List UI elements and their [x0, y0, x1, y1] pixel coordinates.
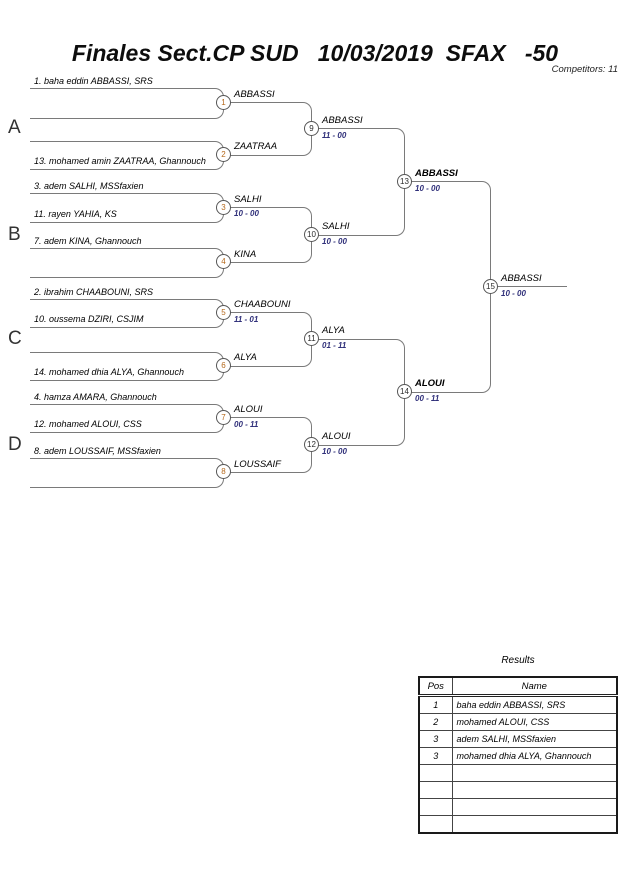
- winner-label: CHAABOUNI: [234, 299, 291, 310]
- match-circle: 7: [216, 410, 231, 425]
- player-label: 3. adem SALHI, MSSfaxien: [34, 181, 144, 191]
- score-label: 10 - 00: [322, 237, 347, 246]
- match-circle: 4: [216, 254, 231, 269]
- winner-label: LOUSSAIF: [234, 459, 281, 470]
- player-label: 12. mohamed ALOUI, CSS: [34, 419, 142, 429]
- results-header-row: [419, 677, 617, 696]
- result-name: [452, 782, 617, 799]
- table-row: [419, 816, 617, 834]
- score-label: 10 - 00: [415, 184, 440, 193]
- bracket-connector: [230, 102, 312, 129]
- bracket-pair: [30, 141, 224, 170]
- bracket-connector: [411, 181, 491, 288]
- player-label: 14. mohamed dhia ALYA, Ghannouch: [34, 367, 184, 377]
- bracket-pair: [30, 193, 224, 223]
- match-circle: 15: [483, 279, 498, 294]
- winner-label: KINA: [234, 249, 257, 260]
- score-label: 11 - 01: [234, 315, 259, 324]
- player-label: 2. ibrahim CHAABOUNI, SRS: [34, 287, 154, 297]
- score-label: 10 - 00: [234, 209, 259, 218]
- winner-label: ZAATRAA: [234, 141, 278, 152]
- winner-line: [497, 286, 567, 287]
- player-label: 10. oussema DZIRI, CSJIM: [34, 314, 144, 324]
- winner-label: ALYA: [322, 325, 345, 336]
- result-pos: [419, 816, 452, 834]
- winner-label: ABBASSI: [234, 89, 275, 100]
- group-letter-c: C: [8, 328, 22, 349]
- player-label: 1. baha eddin ABBASSI, SRS: [34, 76, 153, 86]
- table-row: [419, 748, 617, 765]
- score-label: 10 - 00: [322, 447, 347, 456]
- winner-label: ABBASSI: [322, 115, 363, 126]
- score-label: 01 - 11: [322, 341, 347, 350]
- result-pos: [419, 782, 452, 799]
- player-label: 4. hamza AMARA, Ghannouch: [34, 392, 157, 402]
- winner-label: ALOUI: [322, 431, 351, 442]
- match-circle: 10: [304, 227, 319, 242]
- bracket-pair: [30, 248, 224, 278]
- player-label: 11. rayen YAHIA, KS: [34, 209, 117, 219]
- score-label: 11 - 00: [322, 131, 347, 140]
- result-name: mohamed ALOUI, CSS: [452, 714, 617, 731]
- results-table: [418, 676, 618, 834]
- page-title: Finales Sect.CP SUD 10/03/2019 SFAX -50: [71, 40, 559, 66]
- match-circle: 6: [216, 358, 231, 373]
- table-row: [419, 765, 617, 782]
- bracket-pair: [30, 458, 224, 488]
- group-letter-a: A: [8, 117, 21, 138]
- result-name: adem SALHI, MSSfaxien: [452, 731, 617, 748]
- winner-label: ALOUI: [234, 404, 263, 415]
- result-name: [452, 765, 617, 782]
- match-circle: 11: [304, 331, 319, 346]
- winner-label: ABBASSI: [415, 168, 458, 179]
- result-pos: [419, 765, 452, 782]
- table-row: [419, 731, 617, 748]
- table-row: [419, 714, 617, 731]
- result-name: [452, 799, 617, 816]
- match-circle: 13: [397, 174, 412, 189]
- bracket-pair: [30, 352, 224, 381]
- score-label: 00 - 11: [415, 394, 440, 403]
- results-title: Results: [501, 655, 535, 666]
- table-row: [419, 696, 617, 714]
- results-header-name: Name: [452, 677, 617, 696]
- match-circle: 8: [216, 464, 231, 479]
- results-header-pos: Pos: [419, 677, 452, 696]
- result-name: [452, 816, 617, 834]
- table-row: [419, 799, 617, 816]
- bracket-pair: [30, 404, 224, 433]
- winner-label: ALYA: [234, 352, 257, 363]
- competitors-count: Competitors: 11: [551, 64, 618, 75]
- result-pos: [419, 799, 452, 816]
- match-circle: 9: [304, 121, 319, 136]
- match-circle: 14: [397, 384, 412, 399]
- winner-label: ABBASSI: [501, 273, 542, 284]
- result-name: baha eddin ABBASSI, SRS: [452, 696, 617, 714]
- winner-label: SALHI: [234, 194, 262, 205]
- group-letter-d: D: [8, 434, 22, 455]
- score-label: 00 - 11: [234, 420, 259, 429]
- match-circle: 12: [304, 437, 319, 452]
- winner-label: SALHI: [322, 221, 350, 232]
- player-label: 13. mohamed amin ZAATRAA, Ghannouch: [34, 156, 206, 166]
- match-circle: 3: [216, 200, 231, 215]
- result-name: mohamed dhia ALYA, Ghannouch: [452, 748, 617, 765]
- score-label: 10 - 00: [501, 289, 526, 298]
- result-pos: 3: [419, 731, 452, 748]
- winner-label: ALOUI: [415, 378, 445, 389]
- result-pos: 2: [419, 714, 452, 731]
- player-label: 7. adem KINA, Ghannouch: [34, 236, 142, 246]
- result-pos: 3: [419, 748, 452, 765]
- group-letter-b: B: [8, 224, 21, 245]
- player-label: 8. adem LOUSSAIF, MSSfaxien: [34, 446, 161, 456]
- bracket-pair: [30, 299, 224, 328]
- match-circle: 5: [216, 305, 231, 320]
- match-circle: 2: [216, 147, 231, 162]
- table-row: [419, 782, 617, 799]
- result-pos: 1: [419, 696, 452, 714]
- bracket-pair: [30, 88, 224, 119]
- match-circle: 1: [216, 95, 231, 110]
